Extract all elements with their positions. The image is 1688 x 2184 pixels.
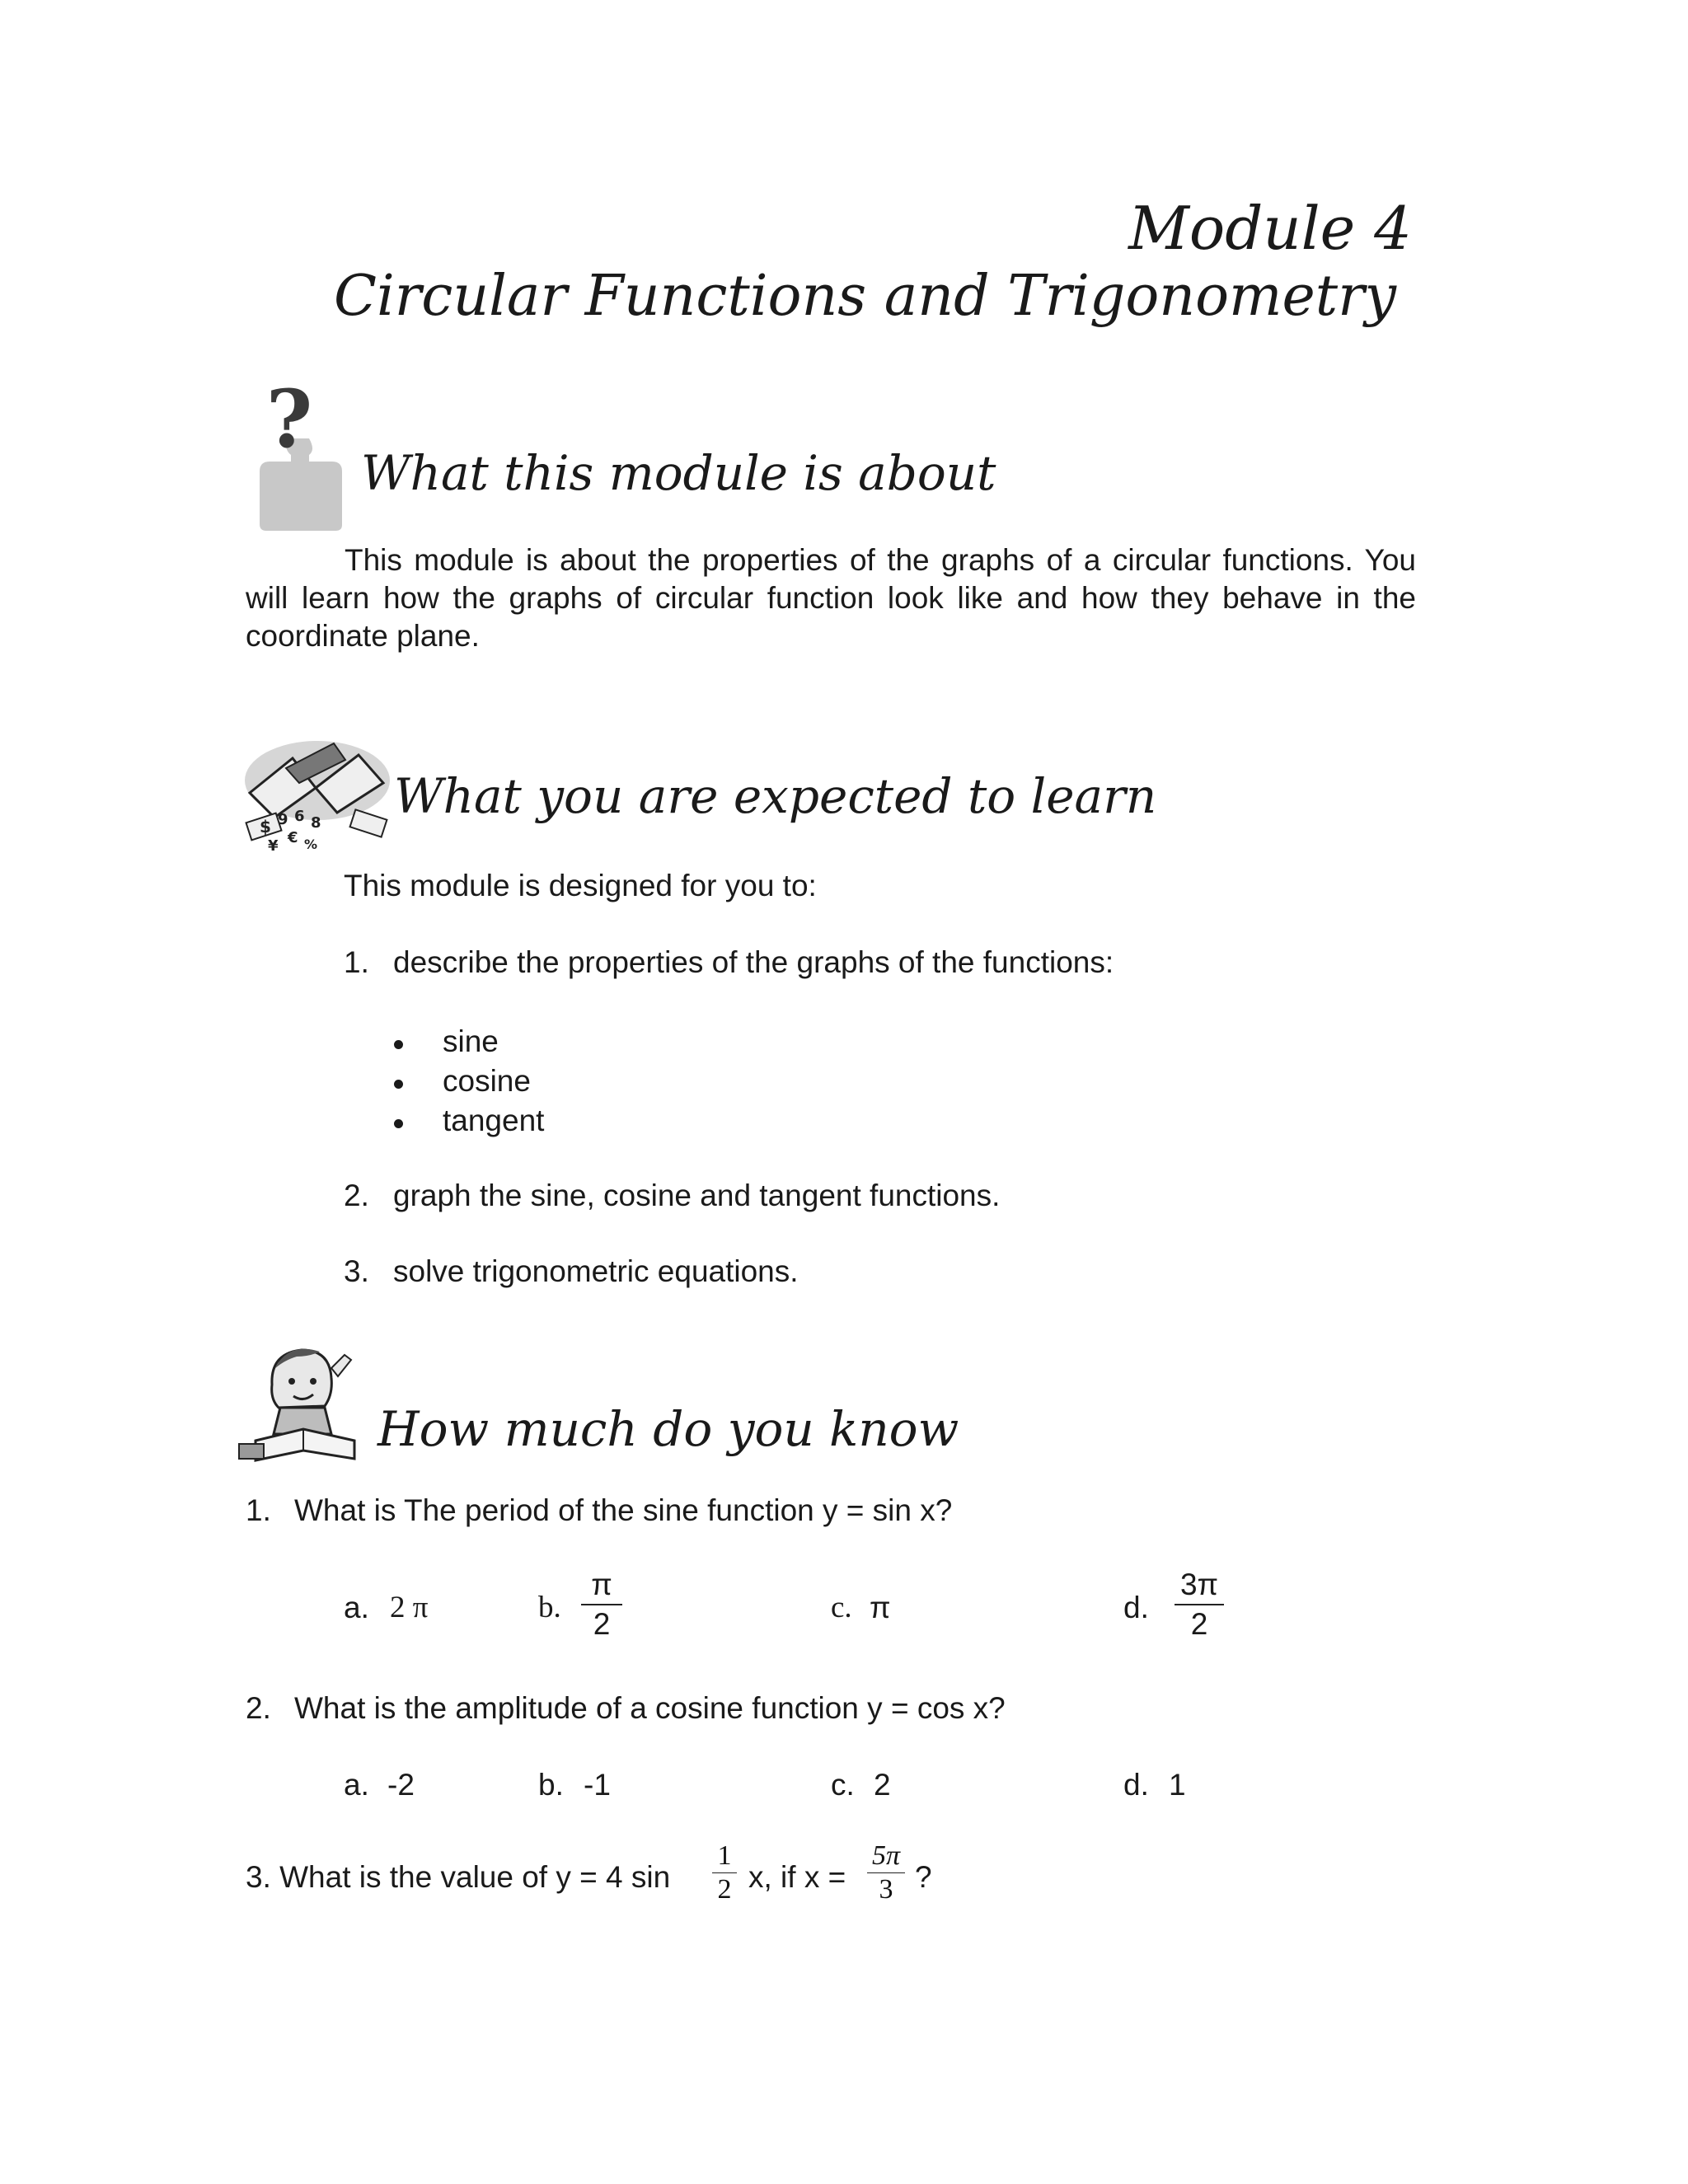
question-text: What is The period of the sine function y = sin x?	[294, 1493, 953, 1527]
option-a-label: a.	[344, 1591, 369, 1624]
hands-and-numbers-icon	[235, 735, 392, 855]
about-paragraph: This module is about the properties of the graphs of a circular functions. You will learn how the graphs of circular function look like and how they behave in the coordinate plane.	[246, 543, 1416, 653]
list-item-number: 1.	[344, 945, 369, 979]
bullet-item: sine	[443, 1024, 499, 1058]
list-item: solve trigonometric equations.	[393, 1254, 799, 1288]
option-a-value: -2	[387, 1768, 415, 1802]
list-item-number: 3.	[344, 1254, 369, 1288]
fraction-five-pi-over-three	[867, 1840, 905, 1906]
option-d-label: d.	[1123, 1591, 1149, 1624]
option-d-label: d.	[1123, 1768, 1149, 1802]
question-text: What is the amplitude of a cosine function y = cos x?	[294, 1691, 1006, 1725]
list-item-number: 2.	[344, 1179, 369, 1212]
fraction-numerator: 5π	[871, 1840, 901, 1871]
option-c-value: π	[870, 1591, 891, 1624]
question-text-middle: x, if x =	[748, 1860, 846, 1894]
svg-text:$: $	[260, 817, 271, 837]
fraction-denominator: 2	[717, 1874, 732, 1905]
module-title: Circular Functions and Trigonometry	[334, 264, 1397, 329]
know-heading: How much do you know	[377, 1401, 959, 1457]
option-b-label: b.	[538, 1591, 561, 1624]
svg-text:8: 8	[311, 814, 321, 832]
about-heading: What this module is about	[361, 445, 996, 501]
list-item: graph the sine, cosine and tangent functions.	[393, 1179, 1001, 1212]
option-d-fraction	[1175, 1566, 1224, 1643]
bullet-item: tangent	[443, 1104, 545, 1137]
svg-text:%: %	[304, 837, 318, 852]
bullet-icon	[394, 1119, 403, 1128]
svg-text:€: €	[288, 829, 298, 846]
expected-heading: What you are expected to learn	[394, 768, 1157, 824]
module-label: Module 4	[1128, 194, 1412, 263]
fraction-numerator: π	[591, 1568, 612, 1601]
expected-intro: This module is designed for you to:	[344, 869, 817, 902]
question-number: 1.	[246, 1493, 271, 1527]
fraction-numerator: 3π	[1179, 1568, 1219, 1601]
svg-text:¥: ¥	[268, 837, 279, 855]
option-c-value: 2	[874, 1768, 891, 1802]
bullet-item: cosine	[443, 1064, 531, 1098]
svg-text:?: ?	[265, 373, 313, 466]
question-text-suffix: ?	[915, 1860, 932, 1894]
option-c-label: c.	[831, 1768, 855, 1802]
svg-text:6: 6	[294, 808, 305, 825]
bullet-icon	[394, 1040, 403, 1049]
option-c-label: c.	[831, 1591, 852, 1624]
option-a-label: a.	[344, 1768, 369, 1802]
fraction-denominator: 3	[879, 1874, 893, 1905]
option-b-label: b.	[538, 1768, 564, 1802]
fraction-denominator: 2	[1190, 1607, 1208, 1641]
question-number: 2.	[246, 1691, 271, 1725]
option-b-value: -1	[584, 1768, 611, 1802]
list-item: describe the properties of the graphs of the functions:	[393, 945, 1114, 979]
question-mark-icon	[243, 373, 350, 533]
svg-text:9: 9	[278, 811, 288, 828]
question-text: 3. What is the value of y = 4 sin	[246, 1860, 671, 1894]
option-a-value: 2 π	[390, 1591, 429, 1624]
bullet-icon	[394, 1080, 403, 1089]
fraction-numerator: 1	[717, 1840, 732, 1871]
fraction-one-half	[712, 1840, 737, 1906]
student-studying-icon	[239, 1335, 363, 1467]
option-b-fraction	[581, 1566, 622, 1643]
option-d-value: 1	[1169, 1768, 1186, 1802]
fraction-denominator: 2	[593, 1607, 611, 1641]
